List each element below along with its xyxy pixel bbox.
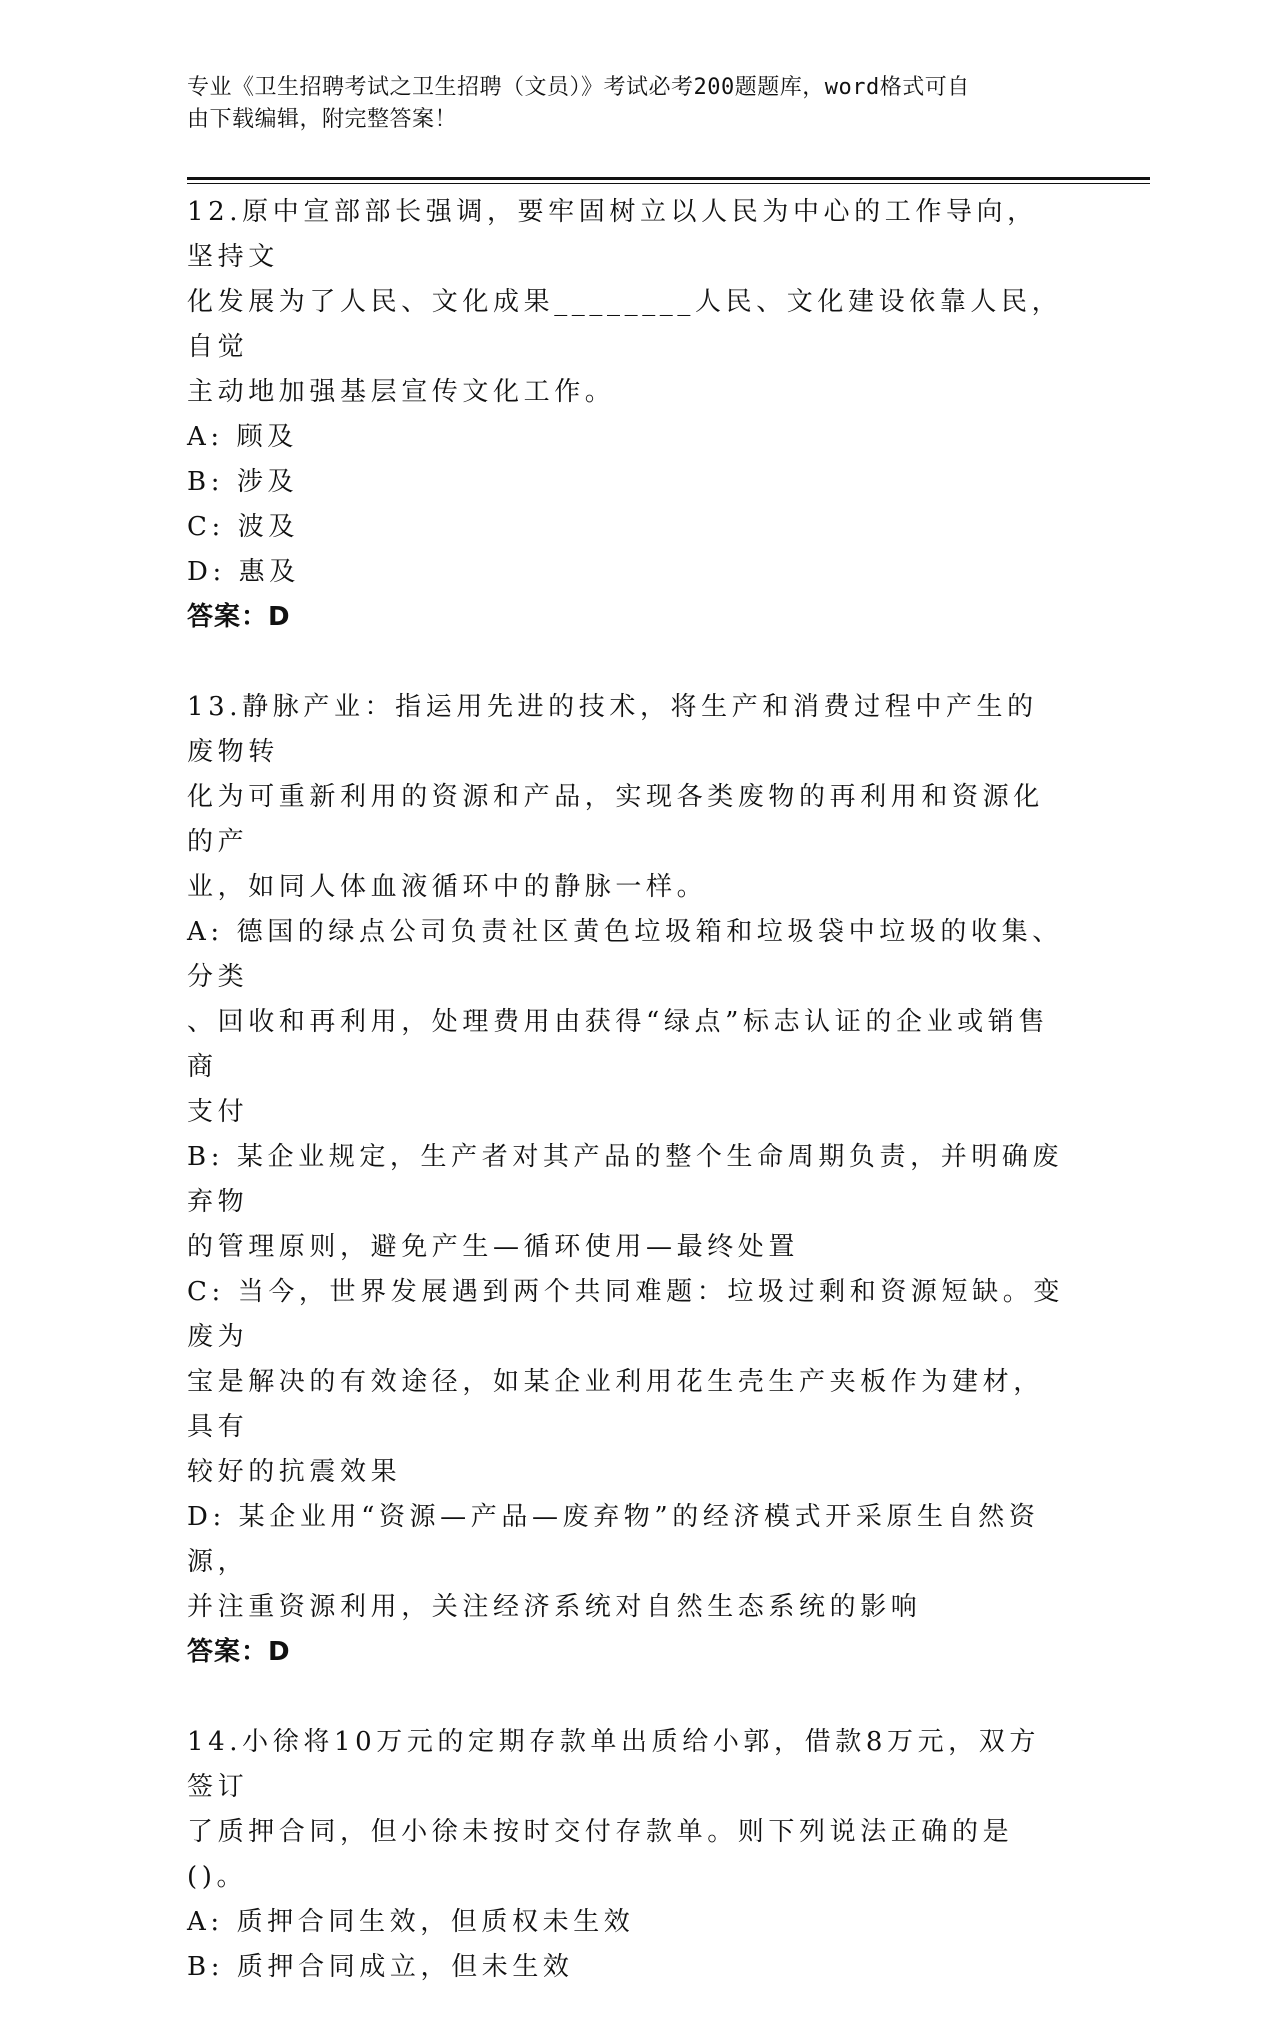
question-12 (187, 190, 1067, 640)
stem-line: 13.静脉产业：指运用先进的技术，将生产和消费过程中产生的废物转 (187, 692, 1038, 767)
header-line: 专业《卫生招聘考试之卫生招聘（文员）》考试必考200题题库，word格式可自 (187, 75, 970, 100)
option-line: D: 某企业用“资源—产品—废弃物”的经济模式开采原生自然资源， (187, 1502, 1040, 1577)
option-line: 的管理原则，避免产生—循环使用—最终处置 (187, 1232, 800, 1262)
answer-label: 答案：D (187, 1637, 291, 1667)
option-d (187, 550, 1067, 595)
stem-line: 14.小徐将10万元的定期存款单出质给小郭，借款8万元，双方签订 (187, 1727, 1040, 1802)
question-stem (187, 685, 1067, 910)
option-b (187, 460, 1067, 505)
option-d (187, 1495, 1067, 1630)
option-c (187, 1270, 1067, 1495)
question-13 (187, 685, 1067, 1675)
question-stem (187, 1720, 1067, 1900)
header-divider-thin (187, 183, 1150, 184)
option-a (187, 415, 1067, 460)
option-line: 宝是解决的有效途径，如某企业利用花生壳生产夹板作为建材，具有 (187, 1367, 1044, 1442)
question-14 (187, 1720, 1067, 1990)
option-line: B: 某企业规定，生产者对其产品的整个生命周期负责，并明确废弃物 (187, 1142, 1064, 1217)
header-divider-thick (187, 177, 1150, 180)
option-line: B: 涉及 (187, 467, 299, 497)
option-line: C: 波及 (187, 512, 299, 542)
question-list (187, 190, 1067, 2035)
question-stem (187, 190, 1067, 415)
option-line: C: 当今，世界发展遇到两个共同难题：垃圾过剩和资源短缺。变废为 (187, 1277, 1064, 1352)
option-b (187, 1135, 1067, 1270)
option-line: D: 惠及 (187, 557, 300, 587)
option-line: A: 德国的绿点公司负责社区黄色垃圾箱和垃圾袋中垃圾的收集、分类 (187, 917, 1063, 992)
option-line: A: 质押合同生效，但质权未生效 (187, 1907, 635, 1937)
option-line: 支付 (187, 1097, 249, 1127)
stem-line: 了质押合同，但小徐未按时交付存款单。则下列说法正确的是()。 (187, 1817, 1014, 1892)
option-line: A: 顾及 (187, 422, 298, 452)
option-line: 较好的抗震效果 (187, 1457, 402, 1487)
stem-line: 12.原中宣部部长强调，要牢固树立以人民为中心的工作导向，坚持文 (187, 197, 1038, 272)
option-line: 、回收和再利用，处理费用由获得“绿点”标志认证的企业或销售商 (187, 1007, 1049, 1082)
option-line: 并注重资源利用，关注经济系统对自然生态系统的影响 (187, 1592, 922, 1622)
header-line: 由下载编辑，附完整答案！ (187, 107, 458, 132)
option-c (187, 505, 1067, 550)
stem-line: 主动地加强基层宣传文化工作。 (187, 377, 616, 407)
stem-line: 化为可重新利用的资源和产品，实现各类废物的再利用和资源化的产 (187, 782, 1044, 857)
stem-line: 化发展为了人民、文化成果________人民、文化建设依靠人民，自觉 (187, 287, 1063, 362)
answer-label: 答案：D (187, 602, 291, 632)
option-line: B: 质押合同成立，但未生效 (187, 1952, 574, 1982)
stem-line: 业，如同人体血液循环中的静脉一样。 (187, 872, 708, 902)
option-b (187, 1945, 1067, 1990)
option-a (187, 1900, 1067, 1945)
option-a (187, 910, 1067, 1135)
document-header (187, 72, 1087, 136)
